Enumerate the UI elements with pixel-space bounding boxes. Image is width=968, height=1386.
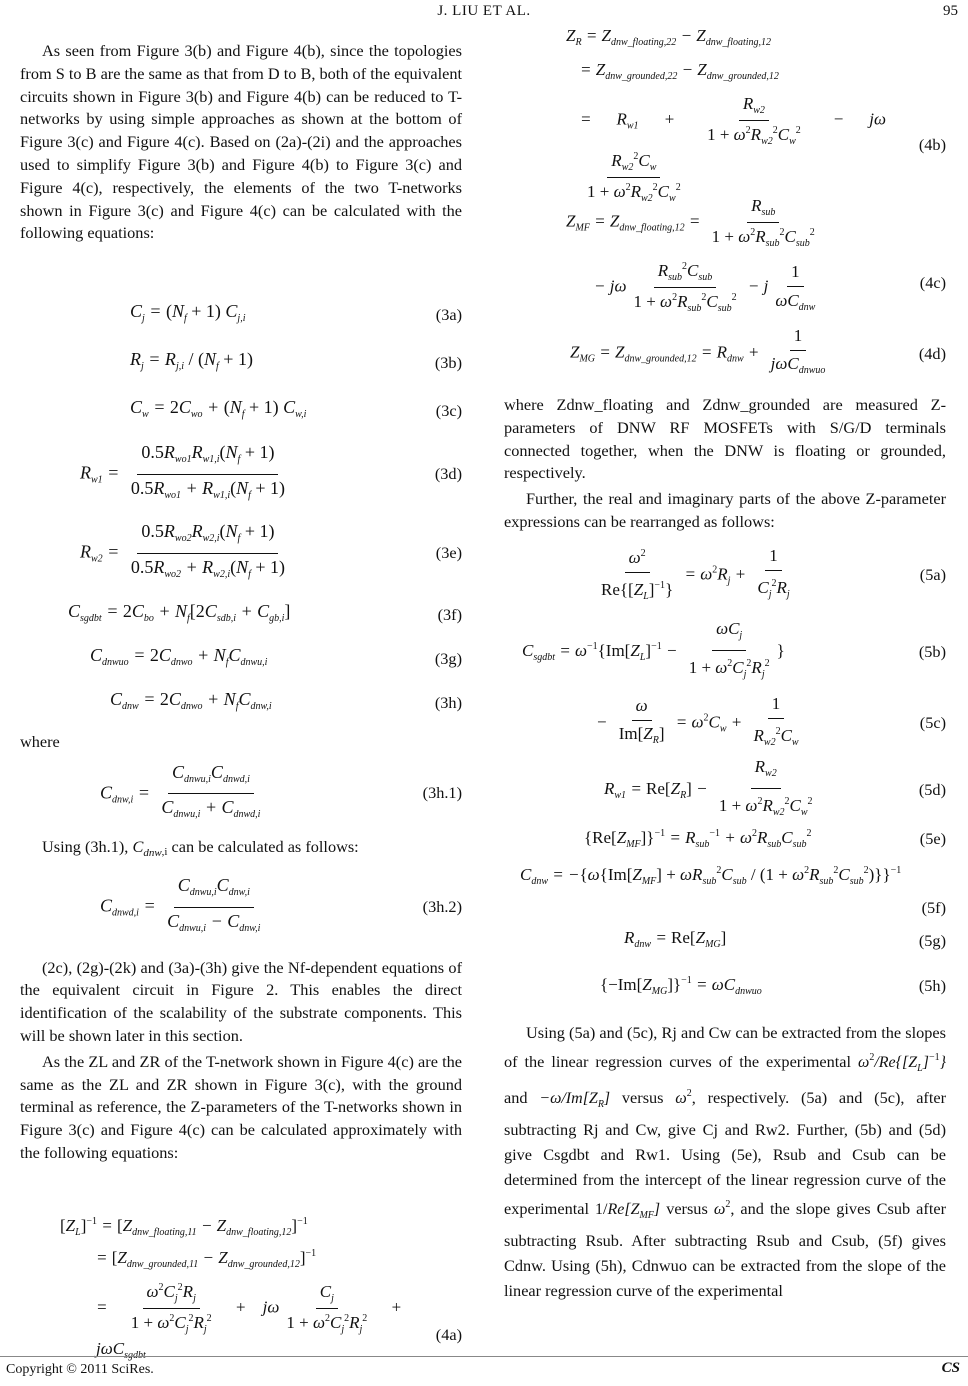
page-number: 95 (943, 3, 958, 19)
equation-3h: $C_{dnw} = 2C_{dnwo} + N_fC_{dnw,i}$ (3h) (20, 681, 462, 725)
equation-3f: $C_{sgdbt} = 2C_{bo} + N_f[2C_{sdb,i} + C_{gb,i}]$ (3f) (20, 593, 462, 637)
paragraph-intro: As seen from Figure 3(b) and Figure 4(b), since the topologies from S to B are the same as that from D to B, both of the equivalent circuits shown in Figure 3(b) and Figure 4(b) can be reduced to T-networks by using simple approaches as shown at the bottom of Figure 3(c) and Figure 4(c). Based on (2a)-(2i) and the approaches used to simplify Figure 3(b) and Figure 4(b) to Figure 3(c) and Figure 4(c), respectively, the elements of the two T-networks shown in Figure 3(c) and Figure 4(c) can be calculated with the following equations: (20, 41, 462, 243)
equation-number: (3a) (435, 304, 462, 324)
equation-3e: $R_{w2}$ = $\frac{0.5R_{wo2}R_{w2,i}(N_f + 1)}{0.5R_{wo2} + R_{w2,i}(N_f + 1)}$ (3e) (80, 520, 462, 580)
paragraph-t-network: As the ZL and ZR of the T-network shown in Figure 4(c) are the same as the ZL and ZR shown in Figure 3(c), with the ground terminal as reference, the Z-parameters of the T-networks shown in Figure 3(c) and Figure 4(c) can be calculated approximately with the following equations: (20, 1051, 462, 1162)
equation-4d: $Z_{MG} = Z_{dnw\_grounded,12} = R_{dnw}$ + $\frac{1}{j\omega C_{dnwuo}}$ (4d) (570, 326, 946, 376)
equation-number: (3h.2) (422, 897, 462, 917)
equation-number: (4a) (435, 1324, 462, 1344)
equation-number: (5d) (918, 780, 946, 800)
right-column (504, 26, 947, 1303)
equation-5e: $\{Re[Z_{MF}]\}^{-1} = R_{sub}^{-1} + \omega^2R_{sub}C_{sub}^2$ (5e) (584, 827, 946, 850)
equation-5c: − $\frac{\omega}{Im[Z_R]}$ = $\omega^2C_w$ + $\frac{1}{R_{w2}^2C_w}$ (5c) (596, 693, 946, 748)
left-column (20, 40, 462, 1363)
equation-number: (4d) (918, 343, 946, 363)
equation-5f (504, 896, 946, 922)
equation-number: (5f) (921, 898, 946, 918)
equation-3h1: $C_{dnw,i}$ = $\frac{C_{dnwu,i}C_{dnwd,i}}{C_{dnwu,i} + C_{dnwd,i}}$ (3h.1) (100, 761, 462, 821)
equation-number: (5a) (919, 565, 946, 585)
equation-5a: $\frac{\omega^2}{Re\{[Z_L]^{-1}\}}$ = $\omega^2R_j$ + $\frac{1}{C_j^2R_j}$ (5a) (504, 534, 946, 618)
paragraph-where-zdnw: where Zdnw_floating and Zdnw_grounded are measured Z-parameters of DNW RF MOSFETs with S/G/D terminals connected together, when the DNW is floating or grounded, respectively. (504, 395, 946, 483)
equation-number: (3c) (435, 400, 462, 420)
equation-3g: $C_{dnwuo} = 2C_{dnwo} + N_fC_{dnwu,i}$ (3g) (20, 637, 462, 681)
equation-5g: $R_{dnw} = Re[Z_{MG}]$ (5g) (504, 922, 946, 962)
equation-4c: $Z_{MF} = Z_{dnw\_floating,12}$ = $\frac{R_{sub}}{1 + \omega^2R_{sub}^2C_{sub}^2}$ − jω $\frac{R_{sub}^2C_{sub}}{1 + \omega^2R_{sub}^2C_{sub}^2}$ − j $\frac{1}{\omega C_{dnw}}$ (4c) (566, 196, 946, 314)
equation-3c: $C_w = 2C_{wo} + (N_f + 1)$ $C_{w,i}$ (3c) (20, 387, 462, 435)
paragraph-rearranged: Further, the real and imaginary parts of the above Z-parameter expressions can be rearranged as follows: (504, 489, 946, 531)
equation-number: (5g) (918, 931, 946, 951)
equation-number: (4b) (918, 134, 946, 154)
equation-5f-expression: $C_{dnw} = -\{\omega\{Im[Z_{MF}] + \omega R_{sub}^2C_{sub} / (1 + \omega^2R_{sub}^2C_{sub}^2)\}\}^{-1}$ (520, 864, 902, 887)
equation-4a: $[Z_L]^{-1} = [Z_{dnw\_floating,11} - Z_{dnw\_floating,12}]^{-1}$ = $[Z_{dnw\_grounded,11} - Z_{dnw\_grounded,12}]^{-1}$ = $\frac{\omega^2C_j^2R_j}{1 + \omega^2C_j^2R_j^2}$ + jω $\frac{C_j}{1 + \omega^2C_j^2R_j^2}$ + jωC$_{sgdbt}$ (4a) (60, 1215, 462, 1361)
where-label: where (20, 732, 60, 751)
page-footer (0, 1356, 968, 1386)
equation-4b: $Z_R = Z_{dnw\_floating,22} - Z_{dnw\_floating,12}$ = $Z_{dnw\_grounded,22} - Z_{dnw\_grounded,12}$ = $R_{w1}$ + $\frac{R_{w2}}{1 + \omega^2R_{w2}^2C_w^2}$ − jω $\frac{R_{w2}^2C_w}{1 + \omega^2R_{w2}^2C_w^2}$ (4b) (566, 26, 946, 204)
equation-number: (5h) (918, 976, 946, 996)
equation-5h: $\{-Im[Z_{MG}]\}^{-1} = \omega C_{dnwuo}$ (5h) (600, 974, 946, 997)
paragraph-nf-dependent: (2c), (2g)-(2k) and (3a)-(3h) give the Nf-dependent equations of the equivalent circuit in Figure 2. This enables the direct identification of the scalability of the substrate components. This will be shown later in this section. (20, 957, 462, 1045)
equation-number: (5e) (919, 829, 946, 849)
equation-number: (3h) (434, 692, 462, 712)
running-head: J. LIU ET AL. (437, 3, 531, 19)
journal-abbrev: CS (941, 1360, 960, 1376)
equation-3d: $R_{w1}$ = $\frac{0.5R_{wo1}R_{w1,i}(N_f + 1)}{0.5R_{wo1} + R_{w1,i}(N_f + 1)}$ (3d) (80, 441, 462, 501)
equation-number: (3b) (434, 352, 462, 372)
equation-number: (3f) (437, 604, 462, 624)
copyright-notice: Copyright © 2011 SciRes. (6, 1362, 154, 1377)
equation-5d: $R_{w1} = Re[Z_R]$ − $\frac{R_{w2}}{1 + \omega^2R_{w2}^2C_w^2}$ (5d) (604, 757, 946, 819)
paragraph-extraction: Using (5a) and (5c), Rj and Cw can be extracted from the slopes of the linear regression curves of the experimental $\omega^2/Re\{[Z_L]^{-1}\}$ and $-\omega/Im[Z_R]$ versus $\omega^2$, respectively. (5a) and (5c), after subtracting Rj and Cw, give Cj and Rw2. Further, (5b) and (5d) give Csgdbt and Rw1. Using (5e), Rsub and Csub can be determined from the intercept of the linear regression curve of the experimental $1/Re[Z_{MF}]$ versus $\omega^2$, and the slope gives Csub after subtracting Rsub. After subtracting Rsub and Csub, (5f) gives Cdnw. Using (5h), Cdnwuo can be extracted from the slope of the linear regression curve of the experimental (504, 1022, 947, 1300)
equation-3a: $C_j = (N_f + 1)$ $C_{j,i}$ (3a) (20, 291, 462, 339)
equation-number: (3g) (434, 648, 462, 668)
paragraph-using-3h1: Using (3h.1), $C_{dnw},i$ can be calculated as follows: (42, 836, 359, 859)
equation-3b: $R_j = R_{j,i} / (N_f + 1)$ (3b) (20, 339, 462, 387)
equation-5b: $C_{sgdbt} = \omega^{-1}\{Im[Z_L]^{-1}$ − $\frac{\omega C_j}{1 + \omega^2C_j^2R_j^2}$ } (5b) (522, 619, 946, 681)
equation-number: (5b) (918, 642, 946, 662)
equation-number: (3e) (435, 542, 462, 562)
equation-number: (5c) (919, 713, 946, 733)
equation-number: (3d) (434, 463, 462, 483)
equation-number: (3h.1) (422, 783, 462, 803)
equation-number: (4c) (919, 272, 946, 292)
footer-rule (0, 1356, 968, 1357)
equation-3h2: $C_{dnwd,i}$ = $\frac{C_{dnwu,i}C_{dnw,i}}{C_{dnwu,i} - C_{dnw,i}}$ (3h.2) (100, 875, 462, 935)
